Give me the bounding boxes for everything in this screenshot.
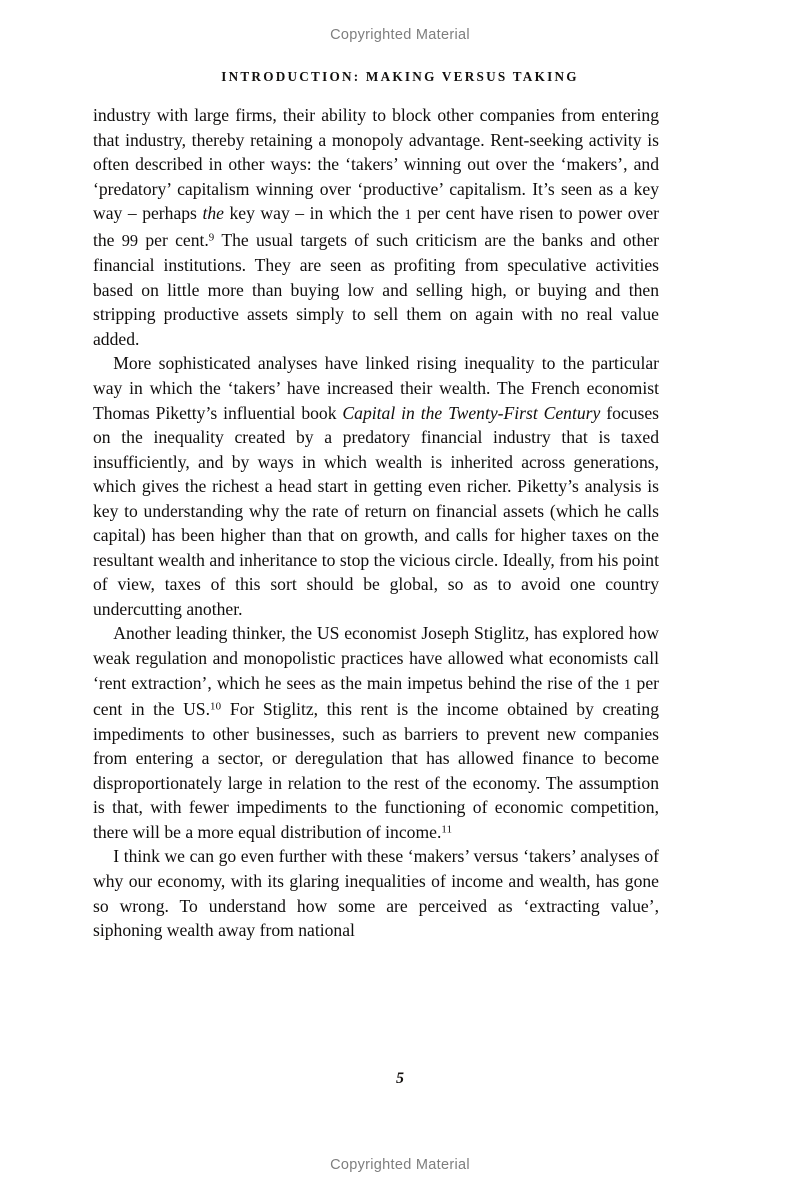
copyright-watermark-top: Copyrighted Material <box>330 27 470 43</box>
copyright-watermark-bottom: Copyrighted Material <box>330 1157 470 1173</box>
text-run: per cent. <box>138 229 209 250</box>
text-run: per cent in the US. <box>93 672 659 720</box>
text-run: industry with large firms, their ability to block other companies from entering that industry, thereby retaining a monopoly advantage. Rent-seeking activity is often described in other ways: the ‘takers’ winning out over the ‘makers’, and ‘predatory’ capitalism winning over ‘productive’ capitalism. It’s seen as a key way – perhaps <box>93 105 659 224</box>
oldstyle-numeral: 99 <box>121 230 139 250</box>
text-run: focuses on the inequality created by a predatory financial industry that is taxed insufficiently, and by ways in which wealth is inherited across generations, which gives the richest a head start in getting even richer. Piketty’s analysis is key to understanding why the rate of return on financial assets (which he calls capital) has been higher than that on growth, and calls for higher taxes on the resultant wealth and inheritance to stop the vicious circle. Ideally, from his point of view, taxes of this sort should be global, so as to avoid one country undercutting another. <box>93 402 660 619</box>
text-run: I think we can go even further with these ‘makers’ versus ‘takers’ analyses of why our economy, with its glaring inequalities of income and wealth, has gone so wrong. To understand how some are perceived as ‘extracting value’, siphoning wealth away from national <box>93 846 659 941</box>
oldstyle-numeral: 1 <box>404 207 413 224</box>
text-run: Another leading thinker, the US economist Joseph Stiglitz, has explored how weak regulation and monopolistic practices have allowed what economists call ‘rent extraction’, which he sees as the main impetus behind the rise of the <box>93 623 659 693</box>
emphasis-text: Capital in the Twenty-First Century <box>342 402 601 423</box>
para-makers-takers <box>93 844 659 942</box>
footnote-marker: 10 <box>210 700 222 713</box>
text-run: The usual targets of such criticism are the banks and other financial institutions. They are seen as profiting from speculative activities based on little more than buying low and selling high, or buying and then stripping productive assets simply to sell them on again with no real value added. <box>93 229 659 349</box>
text-run: key way – in which the <box>223 203 405 224</box>
para-stiglitz <box>93 621 659 844</box>
text-run: per cent have risen to power over the <box>93 203 659 250</box>
oldstyle-numeral: 1 <box>623 676 632 693</box>
para-piketty <box>93 351 659 621</box>
body-text-block <box>93 103 659 943</box>
text-run: More sophisticated analyses have linked rising inequality to the particular way in which the ‘takers’ have increased their wealth. The French economist Thomas Piketty’s influential book <box>93 353 659 423</box>
emphasis-text: the <box>202 203 224 224</box>
text-run: For Stiglitz, this rent is the income obtained by creating impediments to other businesses, such as barriers to prevent new companies from entering a sector, or deregulation that has allowed finance to become disproportionately large in relation to the rest of the economy. The assumption is that, with fewer impediments to the functioning of economic competition, there will be a more equal distribution of income. <box>93 699 659 842</box>
footnote-marker: 9 <box>208 231 215 244</box>
footnote-marker: 11 <box>441 823 453 836</box>
running-head: INTRODUCTION: MAKING VERSUS TAKING <box>221 69 579 84</box>
page-number: 5 <box>396 1070 404 1087</box>
para-rent-seeking <box>93 103 659 351</box>
